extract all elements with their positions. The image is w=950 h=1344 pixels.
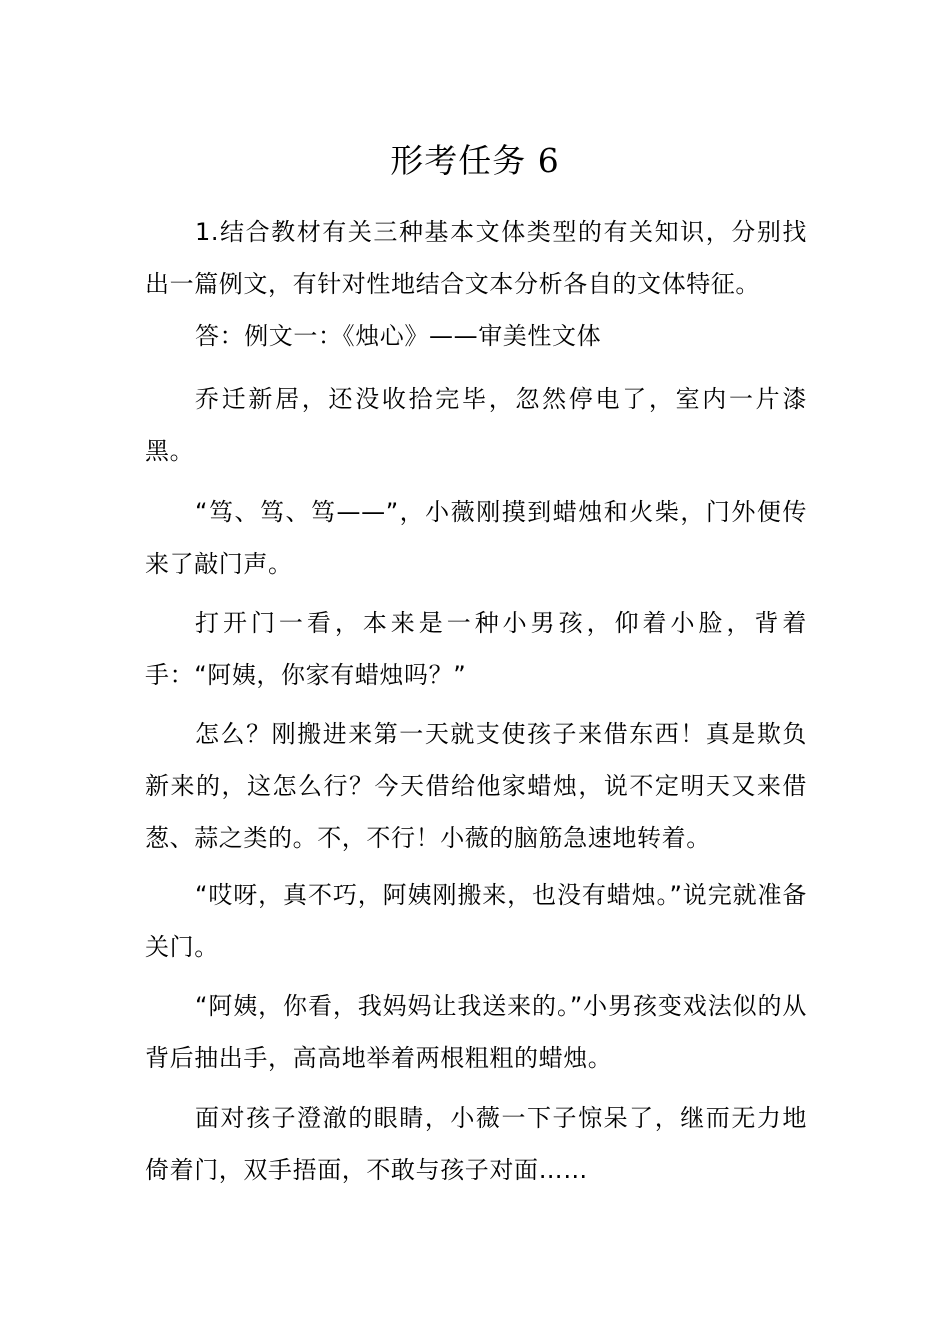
paragraph-story-2: “笃、笃、笃——”，小薇刚摸到蜡烛和火柴，门外便传来了敲门声。: [145, 498, 807, 578]
paragraph-story-3: 打开门一看，本来是一种小男孩，仰着小脸，背着手：“阿姨，你家有蜡烛吗？”: [145, 609, 807, 689]
paragraph-story-7: 面对孩子澄澈的眼睛，小薇一下子惊呆了，继而无力地倚着门，双手捂面，不敢与孩子对面……: [145, 1104, 807, 1184]
paragraph-story-1: 乔迁新居，还没收拾完毕，忽然停电了，室内一片漆黑。: [145, 385, 807, 465]
paragraph-story-5: “哎呀，真不巧，阿姨刚搬来，也没有蜡烛。”说完就准备关门。: [145, 881, 807, 961]
paragraph-story-4: 怎么？刚搬进来第一天就支使孩子来借东西！真是欺负新来的，这怎么行？今天借给他家蜡烛，说不定明天又来借葱、蒜之类的。不，不行！小薇的脑筋急速地转着。: [145, 720, 807, 852]
paragraph-question: 1.结合教材有关三种基本文体类型的有关知识，分别找出一篇例文，有针对性地结合文本分析各自的文体特征。: [145, 218, 807, 298]
paragraph-story-6: “阿姨，你看，我妈妈让我送来的。”小男孩变戏法似的从背后抽出手，高高地举着两根粗粗的蜡烛。: [145, 992, 807, 1072]
document-title: 形考任务 6: [390, 141, 560, 180]
paragraph-answer-heading: 答：例文一：《烛心》——审美性文体: [195, 322, 602, 350]
